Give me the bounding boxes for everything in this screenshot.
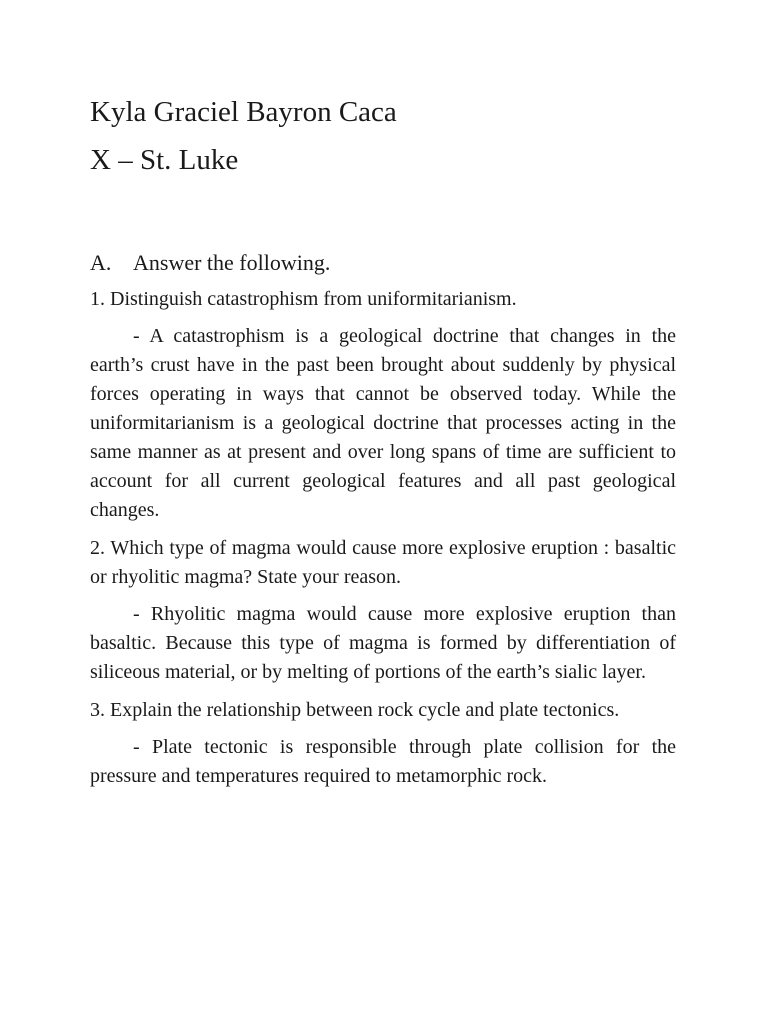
question-1: 1. Distinguish catastrophism from uniformitarianism. xyxy=(90,288,517,310)
part-a-letter: A. xyxy=(90,250,112,275)
question-2: 2. Which type of magma would cause more explosive eruption : basaltic or rhyolitic magma? State your reason. xyxy=(90,537,676,588)
question-3: 3. Explain the relationship between rock cycle and plate tectonics. xyxy=(90,699,620,721)
answer-2: - Rhyolitic magma would cause more explosive eruption than basaltic. Because this type of magma is formed by differentiation of siliceous material, or by melting of portions of the earth’s sialic layer. xyxy=(90,603,676,683)
part-a-instruction: Answer the following. xyxy=(133,250,331,275)
document-page xyxy=(90,92,676,791)
part-a-heading xyxy=(90,248,676,278)
student-name: Kyla Graciel Bayron Caca xyxy=(90,96,397,128)
class-section: X – St. Luke xyxy=(90,144,239,176)
answer-1: - A catastrophism is a geological doctrine that changes in the earth’s crust have in the past been brought about suddenly by physical forces operating in ways that cannot be observed today. While the uniformitarianism is a geological doctrine that processes acting in the same manner as at present and over long spans of time are sufficient to account for all current geological features and all past geological changes. xyxy=(90,325,676,521)
answer-3: - Plate tectonic is responsible through plate collision for the pressure and temperatures required to metamorphic rock. xyxy=(90,736,676,787)
